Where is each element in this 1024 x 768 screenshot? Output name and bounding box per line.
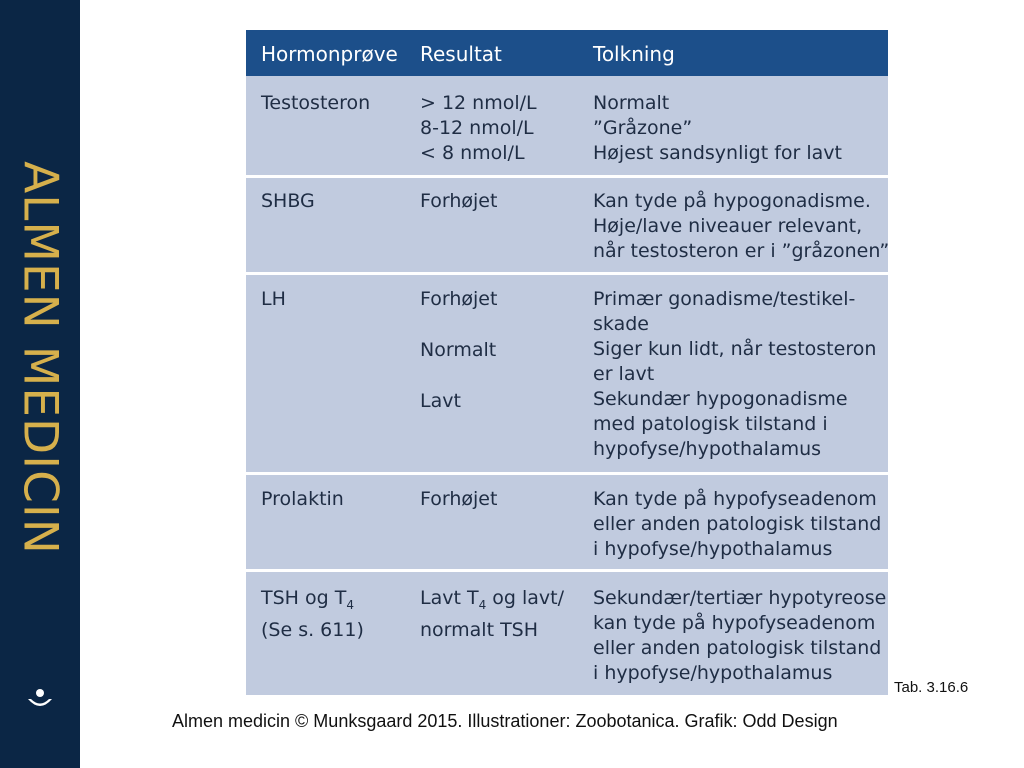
header-resultat: Resultat (420, 42, 502, 66)
interpretation-line: kan tyde på hypofyseadenom (593, 612, 876, 634)
hormone-main-text: TSH og T (261, 587, 347, 609)
header-tolkning: Tolkning (593, 42, 675, 66)
logo-icon (26, 686, 54, 714)
header-hormonprove: Hormonprøve (261, 42, 398, 66)
row-testosteron-results (420, 91, 537, 166)
interpretation-line: Sekundær hypogonadisme (593, 388, 848, 410)
interpretation-line: Højest sandsynligt for lavt (593, 142, 842, 164)
interpretation-line: hypofyse/hypothalamus (593, 438, 822, 460)
interpretation-line: med patologisk tilstand i (593, 413, 828, 435)
result-rest-text: og lavt/ (486, 587, 564, 609)
row-testosteron-hormone: Testosteron (261, 92, 371, 114)
result-line: < 8 nmol/L (420, 142, 525, 164)
interpretation-line: Kan tyde på hypofyseadenom (593, 488, 877, 510)
row-prolaktin-hormone: Prolaktin (261, 488, 344, 510)
result-line: 8-12 nmol/L (420, 117, 534, 139)
hormone-table (246, 30, 888, 695)
interpretation-line: Normalt (593, 92, 670, 114)
table-header (246, 30, 888, 76)
result-subscript: 4 (478, 598, 487, 612)
row-lh-result-1: Forhøjet (420, 288, 498, 310)
row-lh-result-3: Lavt (420, 390, 461, 412)
row-testosteron-interpretation (593, 91, 842, 166)
interpretation-line: skade (593, 313, 649, 335)
interpretation-line: i hypofyse/hypothalamus (593, 662, 833, 684)
interpretation-line: ”Gråzone” (593, 117, 693, 139)
row-prolaktin-interpretation (593, 487, 881, 562)
interpretation-line: Siger kun lidt, når testosteron (593, 338, 877, 360)
hormone-reference: (Se s. 611) (261, 619, 364, 641)
brand-title: ALMEN MEDICIN (12, 161, 68, 555)
hormone-subscript: 4 (346, 598, 354, 612)
row-tsh-hormone (261, 586, 364, 643)
table-caption: Tab. 3.16.6 (894, 679, 969, 696)
row-divider (246, 272, 888, 275)
interpretation-line: eller anden patologisk tilstand (593, 513, 882, 535)
row-lh-interpretation (593, 287, 876, 462)
row-divider (246, 472, 888, 475)
result-main-text: Lavt T (420, 587, 479, 609)
row-shbg-interpretation (593, 189, 889, 264)
interpretation-line: Sekundær/tertiær hypotyreose (593, 587, 887, 609)
row-tsh-interpretation (593, 586, 886, 686)
row-tsh-results (420, 586, 564, 643)
row-divider (246, 175, 888, 178)
interpretation-line: Primær gonadisme/testikel- (593, 288, 856, 310)
row-lh-result-2: Normalt (420, 339, 497, 361)
result-line: > 12 nmol/L (420, 92, 537, 114)
sidebar (0, 0, 80, 768)
result-line: normalt TSH (420, 619, 539, 641)
row-divider (246, 569, 888, 572)
row-prolaktin-results: Forhøjet (420, 488, 498, 510)
credits-footer: Almen medicin © Munksgaard 2015. Illustrationer: Zoobotanica. Grafik: Odd Design (172, 711, 838, 731)
interpretation-line: eller anden patologisk tilstand (593, 637, 882, 659)
row-shbg-results: Forhøjet (420, 190, 498, 212)
row-lh-hormone: LH (261, 288, 286, 310)
hormone-line (261, 586, 364, 618)
interpretation-line: Høje/lave niveauer relevant, (593, 215, 863, 237)
result-line (420, 586, 564, 618)
interpretation-line: i hypofyse/hypothalamus (593, 538, 833, 560)
row-shbg-hormone: SHBG (261, 190, 315, 212)
interpretation-line: er lavt (593, 363, 655, 385)
interpretation-line: når testosteron er i ”gråzonen” (593, 240, 890, 262)
interpretation-line: Kan tyde på hypogonadisme. (593, 190, 871, 212)
